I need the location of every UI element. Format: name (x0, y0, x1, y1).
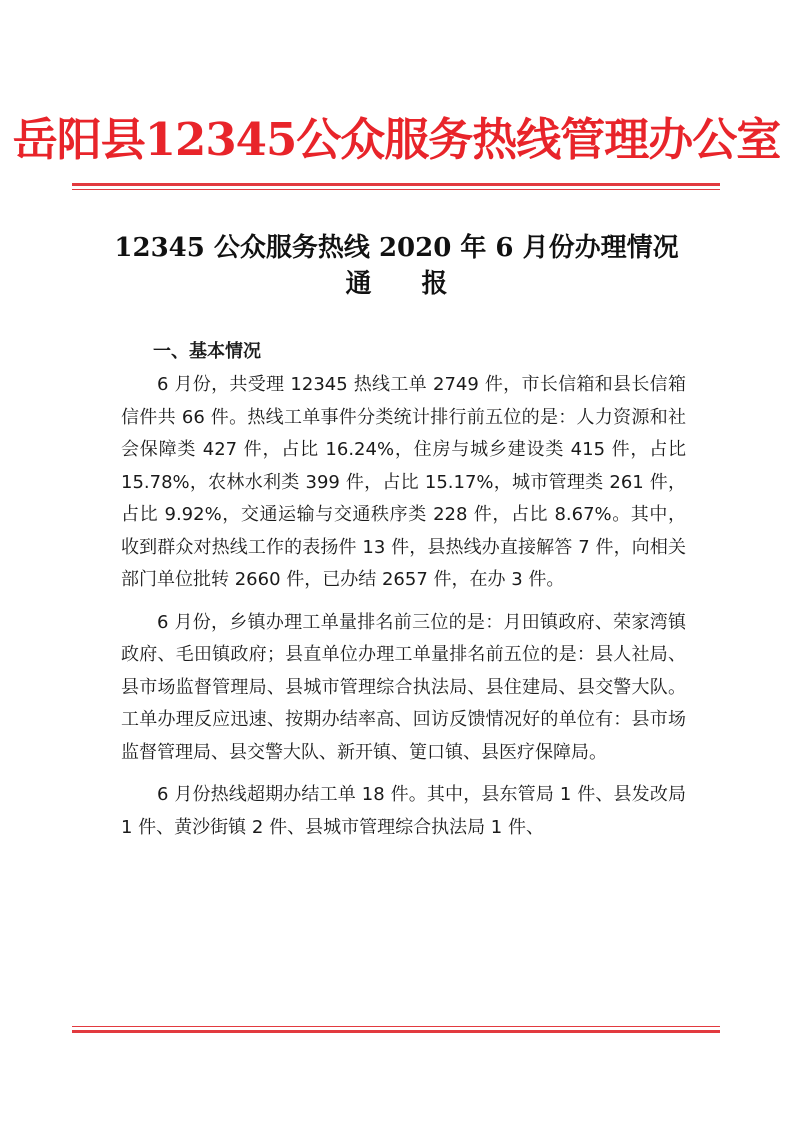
letterhead-divider-thin (72, 189, 720, 190)
paragraph-1: 6 月份，共受理 12345 热线工单 2749 件，市长信箱和县长信箱信件共 66 件。热线工单事件分类统计排行前五位的是：人力资源和社会保障类 427 件，占比 16.24%，住房与城乡建设类 415 件，占比 15.78%，农林水利类 399 件，占比 15.17%，城市管理类 261 件，占比 9.92%，交通运输与交通秩序类 228 件，占比 8.67%。其中，收到群众对热线工作的表扬件 13 件，县热线办直接解答 7 件，向相关部门单位批转 2660 件，已办结 2657 件，在办 3 件。 (121, 374, 686, 590)
letterhead-divider-thick (72, 183, 720, 186)
section-heading: 一、基本情况 (153, 341, 261, 362)
footer-divider-thin (72, 1026, 720, 1027)
body-paragraphs (121, 369, 686, 844)
letterhead-title: 岳阳县12345公众服务热线管理办公室 (12, 113, 781, 166)
paragraph-3: 6 月份热线超期办结工单 18 件。其中，县东管局 1 件、县发改局 1 件、黄沙街镇 2 件、县城市管理综合执法局 1 件、 (121, 784, 686, 838)
document-title-line2: 通报 (345, 269, 498, 299)
paragraph-2: 6 月份，乡镇办理工单量排名前三位的是：月田镇政府、荣家湾镇政府、毛田镇政府；县直单位办理工单量排名前五位的是：县人社局、县市场监督管理局、县城市管理综合执法局、县住建局、县交警大队。工单办理反应迅速、按期办结率高、回访反馈情况好的单位有：县市场监督管理局、县交警大队、新开镇、筻口镇、县医疗保障局。 (121, 611, 686, 763)
document-title-line1: 12345 公众服务热线 2020 年 6 月份办理情况 (114, 233, 679, 263)
footer-divider-thick (72, 1030, 720, 1033)
